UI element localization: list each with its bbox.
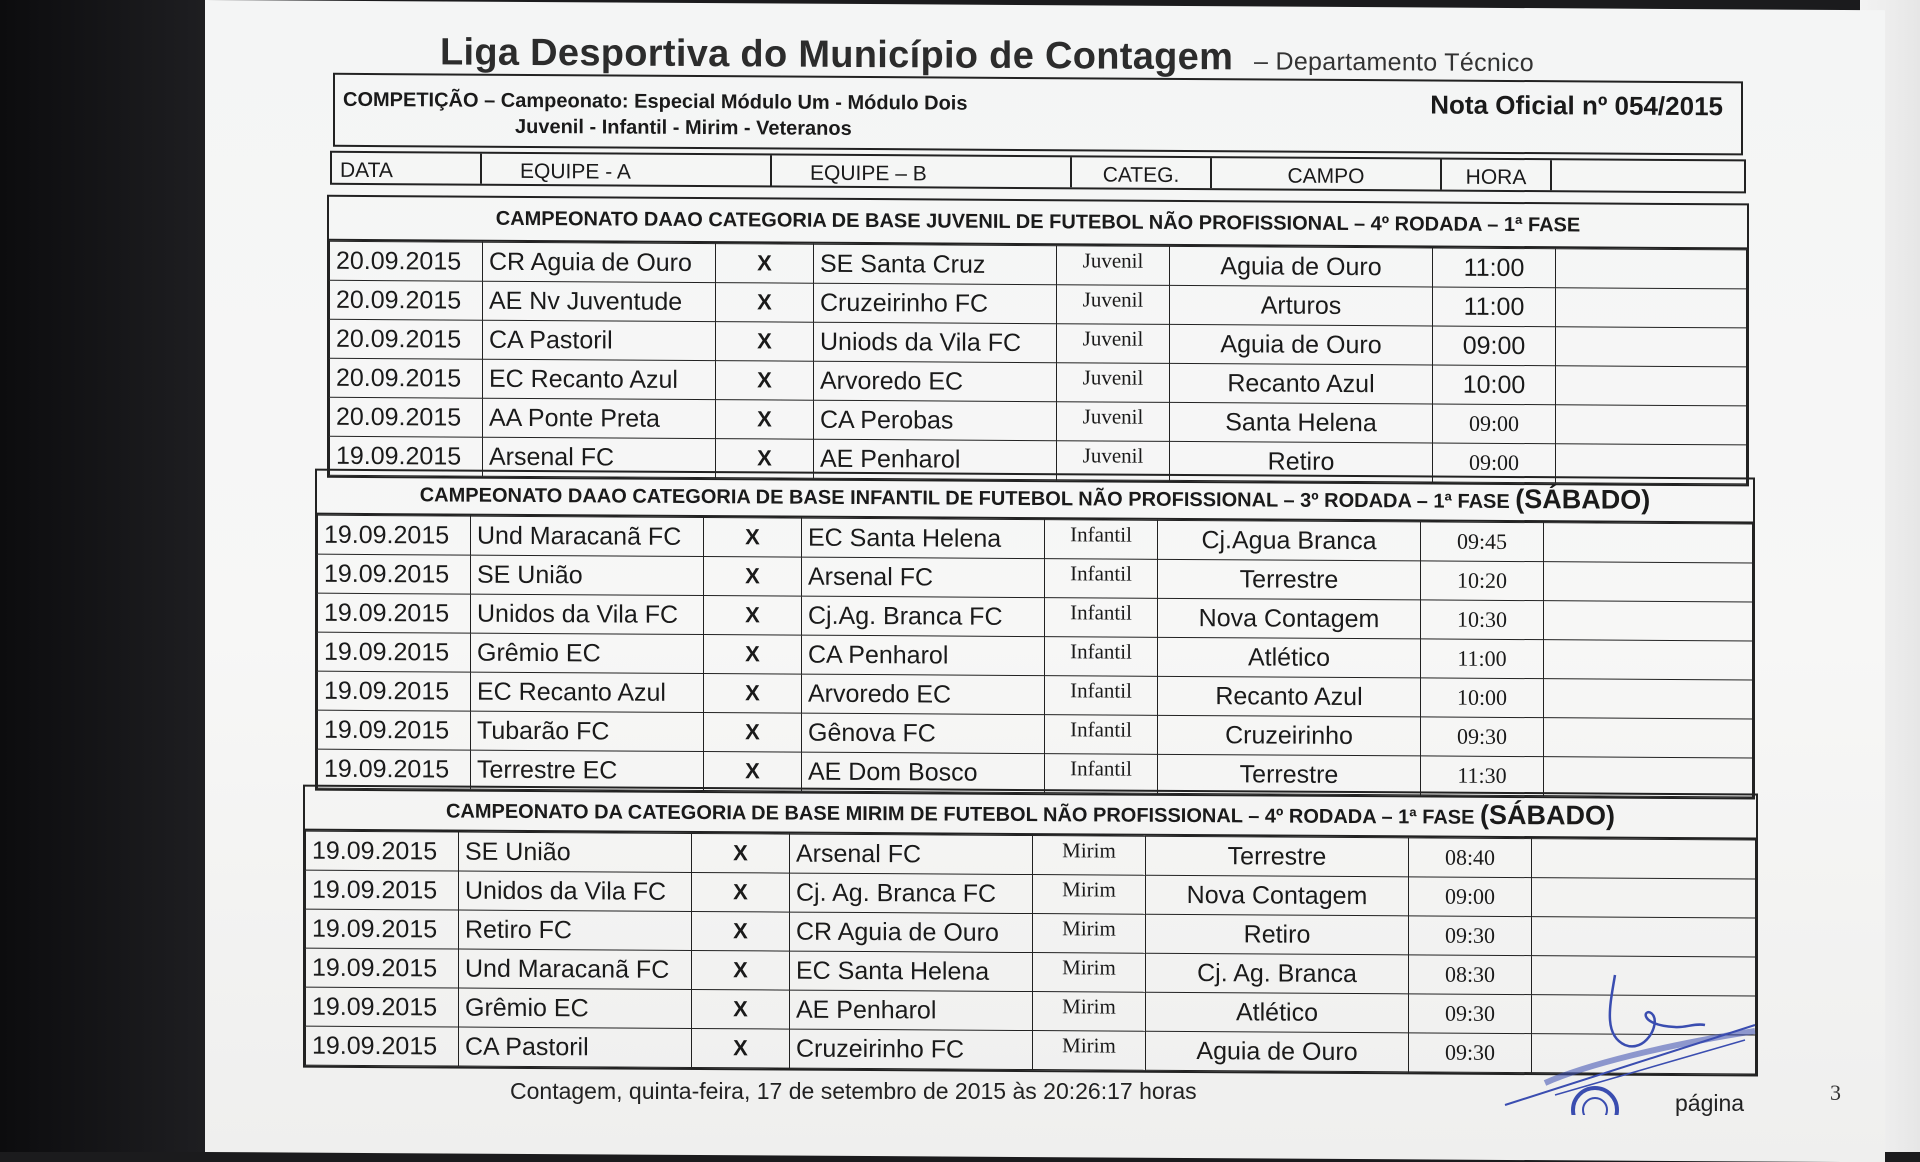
versus-mark: X: [704, 557, 802, 597]
match-time: 11:00: [1421, 639, 1544, 679]
team-b: Cruzeirinho FC: [790, 1029, 1033, 1069]
empty-cell: [1556, 327, 1747, 367]
team-a: Arsenal FC: [483, 437, 716, 477]
team-b: Arvoredo EC: [814, 361, 1057, 401]
team-b: Arsenal FC: [790, 834, 1033, 874]
team-b: Gênova FC: [802, 713, 1045, 753]
match-time: 08:40: [1409, 838, 1532, 878]
match-date: 19.09.2015: [318, 749, 471, 789]
match-time: 09:00: [1433, 404, 1556, 444]
team-b: Arsenal FC: [802, 557, 1045, 597]
field-name: Terrestre: [1158, 559, 1421, 600]
field-name: Aguia de Ouro: [1170, 246, 1433, 287]
team-b: AE Penharol: [814, 439, 1057, 479]
schedule-table: [329, 241, 1747, 485]
category: Juvenil: [1057, 402, 1170, 442]
team-a: CR Aguia de Ouro: [483, 242, 716, 282]
team-b: CR Aguia de Ouro: [790, 912, 1033, 952]
team-b: Cj.Ag. Branca FC: [802, 596, 1045, 636]
team-b: Cj. Ag. Branca FC: [790, 873, 1033, 913]
field-name: Atlético: [1146, 992, 1409, 1033]
category: Infantil: [1045, 598, 1158, 638]
team-a: Und Maracanã FC: [459, 949, 692, 989]
league-name: Liga Desportiva do Município de Contagem: [440, 31, 1234, 79]
page-number: 3: [1830, 1080, 1841, 1105]
team-b: CA Penharol: [802, 635, 1045, 675]
team-a: AE Nv Juventude: [483, 281, 716, 321]
empty-cell: [1544, 679, 1753, 719]
field-name: Santa Helena: [1170, 402, 1433, 443]
category: Mirim: [1033, 1031, 1146, 1071]
match-date: 19.09.2015: [306, 831, 459, 871]
team-b: Cruzeirinho FC: [814, 283, 1057, 323]
team-a: Terrestre EC: [471, 750, 704, 790]
column-header-time: HORA: [1442, 160, 1552, 191]
competition-box: [333, 73, 1743, 156]
empty-cell: [1556, 288, 1747, 328]
field-name: Terrestre: [1146, 836, 1409, 877]
match-date: 20.09.2015: [330, 241, 483, 281]
category: Juvenil: [1057, 285, 1170, 325]
field-name: Cruzeirinho: [1158, 715, 1421, 756]
match-date: 19.09.2015: [306, 948, 459, 988]
signature-stamp-icon: [1485, 965, 1785, 1115]
match-time: 09:30: [1409, 994, 1532, 1034]
background-left: [0, 0, 215, 1152]
category: Mirim: [1033, 836, 1146, 876]
field-name: Aguia de Ouro: [1146, 1031, 1409, 1072]
category: Juvenil: [1057, 246, 1170, 286]
section-title-text: CAMPEONATO DA CATEGORIA DE BASE MIRIM DE FUTEBOL NÃO PROFISSIONAL – 4º RODADA – 1ª FASE: [445, 800, 1475, 829]
match-date: 19.09.2015: [306, 909, 459, 949]
empty-cell: [1532, 878, 1756, 918]
match-time: 09:00: [1409, 877, 1532, 917]
empty-cell: [1544, 757, 1753, 797]
team-a: Und Maracanã FC: [471, 516, 704, 556]
empty-cell: [1544, 718, 1753, 758]
empty-cell: [1556, 366, 1747, 406]
team-a: AA Ponte Preta: [483, 398, 716, 438]
versus-mark: X: [692, 833, 790, 873]
category: Mirim: [1033, 953, 1146, 993]
empty-cell: [1556, 405, 1747, 445]
team-b: CA Perobas: [814, 400, 1057, 440]
match-date: 20.09.2015: [330, 319, 483, 359]
field-name: Nova Contagem: [1146, 875, 1409, 916]
team-a: CA Pastoril: [483, 320, 716, 360]
empty-cell: [1544, 601, 1753, 641]
versus-mark: X: [716, 322, 814, 362]
match-date: 20.09.2015: [330, 280, 483, 320]
team-a: SE União: [459, 832, 692, 872]
category: Infantil: [1045, 754, 1158, 794]
versus-mark: X: [716, 361, 814, 401]
page-label: página: [1675, 1090, 1745, 1116]
match-date: 20.09.2015: [330, 397, 483, 437]
field-name: Aguia de Ouro: [1170, 324, 1433, 365]
match-date: 19.09.2015: [306, 987, 459, 1027]
versus-mark: X: [704, 596, 802, 636]
column-header-extra: [1552, 160, 1744, 191]
category: Mirim: [1033, 914, 1146, 954]
match-time: 10:20: [1421, 561, 1544, 601]
team-a: Retiro FC: [459, 910, 692, 950]
field-name: Arturos: [1170, 285, 1433, 326]
match-time: 11:00: [1433, 287, 1556, 327]
match-time: 09:30: [1421, 717, 1544, 757]
match-time: 10:00: [1421, 678, 1544, 718]
match-time: 09:30: [1409, 916, 1532, 956]
match-date: 19.09.2015: [318, 515, 471, 555]
empty-cell: [1544, 562, 1753, 602]
section-title-suffix: (SÁBADO): [1515, 484, 1651, 515]
versus-mark: X: [692, 872, 790, 912]
empty-cell: [1544, 640, 1753, 680]
match-time: 08:30: [1409, 955, 1532, 995]
category: Infantil: [1045, 637, 1158, 677]
section-juvenil: [327, 195, 1749, 487]
match-time: 09:45: [1421, 522, 1544, 562]
team-a: EC Recanto Azul: [471, 672, 704, 712]
team-b: Arvoredo EC: [802, 674, 1045, 714]
footer-timestamp: Contagem, quinta-feira, 17 de setembro de 2015 às 20:26:17 horas: [510, 1078, 1197, 1104]
field-name: Terrestre: [1158, 754, 1421, 795]
match-date: 20.09.2015: [330, 358, 483, 398]
versus-mark: X: [704, 752, 802, 792]
match-date: 19.09.2015: [306, 1026, 459, 1066]
match-date: 19.09.2015: [306, 870, 459, 910]
section-title: [305, 787, 1756, 840]
team-a: Tubarão FC: [471, 711, 704, 751]
category: Juvenil: [1057, 441, 1170, 481]
team-a: CA Pastoril: [459, 1027, 692, 1067]
match-time: 11:30: [1421, 756, 1544, 796]
category: Infantil: [1045, 676, 1158, 716]
versus-mark: X: [704, 713, 802, 753]
versus-mark: X: [692, 1028, 790, 1068]
schedule-table: [317, 515, 1753, 798]
empty-cell: [1532, 917, 1756, 957]
match-time: 09:00: [1433, 326, 1556, 366]
category: Juvenil: [1057, 363, 1170, 403]
team-b: EC Santa Helena: [790, 951, 1033, 991]
team-b: AE Penharol: [790, 990, 1033, 1030]
match-time: 09:00: [1433, 443, 1556, 483]
empty-cell: [1544, 523, 1753, 563]
column-header-team-b: EQUIPE – B: [772, 155, 1072, 187]
field-name: Recanto Azul: [1158, 676, 1421, 717]
category: Infantil: [1045, 520, 1158, 560]
versus-mark: X: [704, 518, 802, 558]
versus-mark: X: [716, 244, 814, 284]
official-note-number: Nota Oficial nº 054/2015: [1430, 89, 1723, 122]
column-header-row: [330, 151, 1746, 194]
section-title: [317, 471, 1753, 524]
field-name: Cj. Ag. Branca: [1146, 953, 1409, 994]
team-b: SE Santa Cruz: [814, 244, 1057, 284]
section-title-text: CAMPEONATO DAAO CATEGORIA DE BASE JUVENIL DE FUTEBOL NÃO PROFISSIONAL – 4º RODADA – 1ª FASE: [495, 207, 1581, 237]
match-date: 19.09.2015: [318, 632, 471, 672]
team-a: Unidos da Vila FC: [459, 871, 692, 911]
match-time: 09:30: [1409, 1033, 1532, 1073]
competition-line-2: Juvenil - Infantil - Mirim - Veteranos: [515, 115, 852, 140]
column-header-date: DATA: [332, 153, 482, 184]
section-infantil: [315, 469, 1755, 800]
team-a: Grêmio EC: [459, 988, 692, 1028]
versus-mark: X: [692, 911, 790, 951]
team-b: EC Santa Helena: [802, 518, 1045, 558]
team-a: Grêmio EC: [471, 633, 704, 673]
team-b: Uniods da Vila FC: [814, 322, 1057, 362]
match-date: 19.09.2015: [318, 710, 471, 750]
field-name: Nova Contagem: [1158, 598, 1421, 639]
match-date: 19.09.2015: [330, 436, 483, 476]
team-a: EC Recanto Azul: [483, 359, 716, 399]
competition-line-1: COMPETIÇÃO – Campeonato: Especial Módulo Um - Módulo Dois: [343, 88, 968, 115]
field-name: Retiro: [1146, 914, 1409, 955]
category: Infantil: [1045, 559, 1158, 599]
match-time: 10:30: [1421, 600, 1544, 640]
section-title-suffix: (SÁBADO): [1480, 799, 1616, 831]
versus-mark: X: [704, 635, 802, 675]
column-header-category: CATEG.: [1072, 157, 1212, 188]
column-header-team-a: EQUIPE - A: [482, 154, 772, 186]
team-b: AE Dom Bosco: [802, 752, 1045, 792]
match-date: 19.09.2015: [318, 593, 471, 633]
versus-mark: X: [704, 674, 802, 714]
empty-cell: [1556, 249, 1747, 289]
versus-mark: X: [692, 989, 790, 1029]
versus-mark: X: [716, 439, 814, 479]
column-header-field: CAMPO: [1212, 158, 1442, 189]
department-name: – Departamento Técnico: [1254, 47, 1534, 78]
section-title-text: CAMPEONATO DAAO CATEGORIA DE BASE INFANTIL DE FUTEBOL NÃO PROFISSIONAL – 3º RODADA – 1ª FASE: [419, 484, 1510, 513]
match-time: 10:00: [1433, 365, 1556, 405]
category: Infantil: [1045, 715, 1158, 755]
versus-mark: X: [716, 400, 814, 440]
field-name: Atlético: [1158, 637, 1421, 678]
team-a: SE União: [471, 555, 704, 595]
field-name: Recanto Azul: [1170, 363, 1433, 404]
category: Mirim: [1033, 992, 1146, 1032]
match-time: 11:00: [1433, 248, 1556, 288]
field-name: Cj.Agua Branca: [1158, 520, 1421, 561]
category: Juvenil: [1057, 324, 1170, 364]
match-date: 19.09.2015: [318, 554, 471, 594]
empty-cell: [1532, 839, 1756, 879]
versus-mark: X: [716, 283, 814, 323]
versus-mark: X: [692, 950, 790, 990]
match-date: 19.09.2015: [318, 671, 471, 711]
field-name: Retiro: [1170, 441, 1433, 482]
category: Mirim: [1033, 875, 1146, 915]
team-a: Unidos da Vila FC: [471, 594, 704, 634]
